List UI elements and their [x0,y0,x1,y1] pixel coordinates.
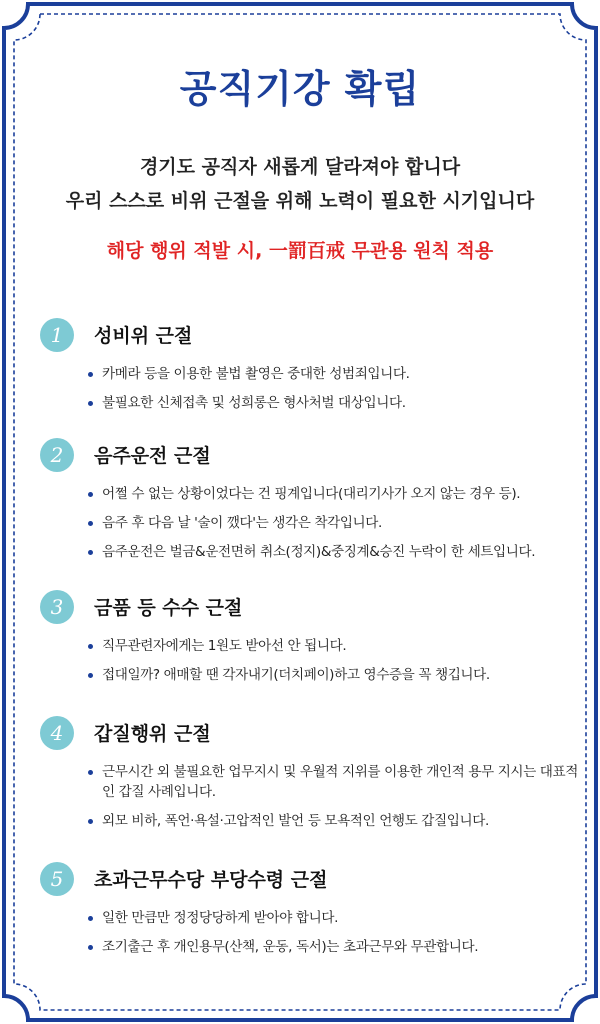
subtitle-line-2: 우리 스스로 비위 근절을 위해 노력이 필요한 시기입니다 [65,190,535,212]
section-title: 갑질행위 근절 [94,723,211,745]
list-item: 음주운전은 벌금&운전면허 취소(정지)&중징계&승진 누락이 한 세트입니다. [88,542,580,562]
section-items [40,364,580,413]
page-title: 공직기강 확립 [179,67,421,111]
zero-tolerance-notice: 해당 행위 적발 시, 一罰百戒 무관용 원칙 적용 [106,240,494,262]
section-items [40,908,580,957]
section-3 [40,590,580,694]
section-1 [40,318,580,422]
section-2 [40,438,580,571]
section-items [40,636,580,685]
section-number-badge: 5 [40,862,74,896]
section-number-badge: 1 [40,318,74,352]
section-title: 음주운전 근절 [94,445,211,467]
list-item: 직무관련자에게는 1원도 받아선 안 됩니다. [88,636,580,656]
subtitle-line-1: 경기도 공직자 새롭게 달라져야 합니다 [139,156,461,178]
section-5 [40,862,580,966]
section-title: 금품 등 수수 근절 [94,597,243,619]
section-number-badge: 2 [40,438,74,472]
section-title: 성비위 근절 [94,325,193,347]
section-items [40,762,580,831]
list-item: 불필요한 신체접촉 및 성희롱은 형사처벌 대상입니다. [88,393,580,413]
section-4 [40,716,580,840]
list-item: 카메라 등을 이용한 불법 촬영은 중대한 성범죄입니다. [88,364,580,384]
list-item: 음주 후 다음 날 '술이 깼다'는 생각은 착각입니다. [88,513,580,533]
list-item: 접대일까? 애매할 땐 각자내기(더치페이)하고 영수증을 꼭 챙깁니다. [88,665,580,685]
section-number-badge: 3 [40,590,74,624]
list-item: 외모 비하, 폭언·욕설·고압적인 발언 등 모욕적인 언행도 갑질입니다. [88,811,580,831]
section-title: 초과근무수당 부당수령 근절 [94,869,328,891]
list-item: 어쩔 수 없는 상황이었다는 건 핑계입니다(대리기사가 오지 않는 경우 등). [88,484,580,504]
list-item: 조기출근 후 개인용무(산책, 운동, 독서)는 초과근무와 무관합니다. [88,937,580,957]
section-items [40,484,580,562]
list-item: 일한 만큼만 정정당당하게 받아야 합니다. [88,908,580,928]
section-number-badge: 4 [40,716,74,750]
list-item: 근무시간 외 불필요한 업무지시 및 우월적 지위를 이용한 개인적 용무 지시는 대표적인 갑질 사례입니다. [88,762,580,802]
